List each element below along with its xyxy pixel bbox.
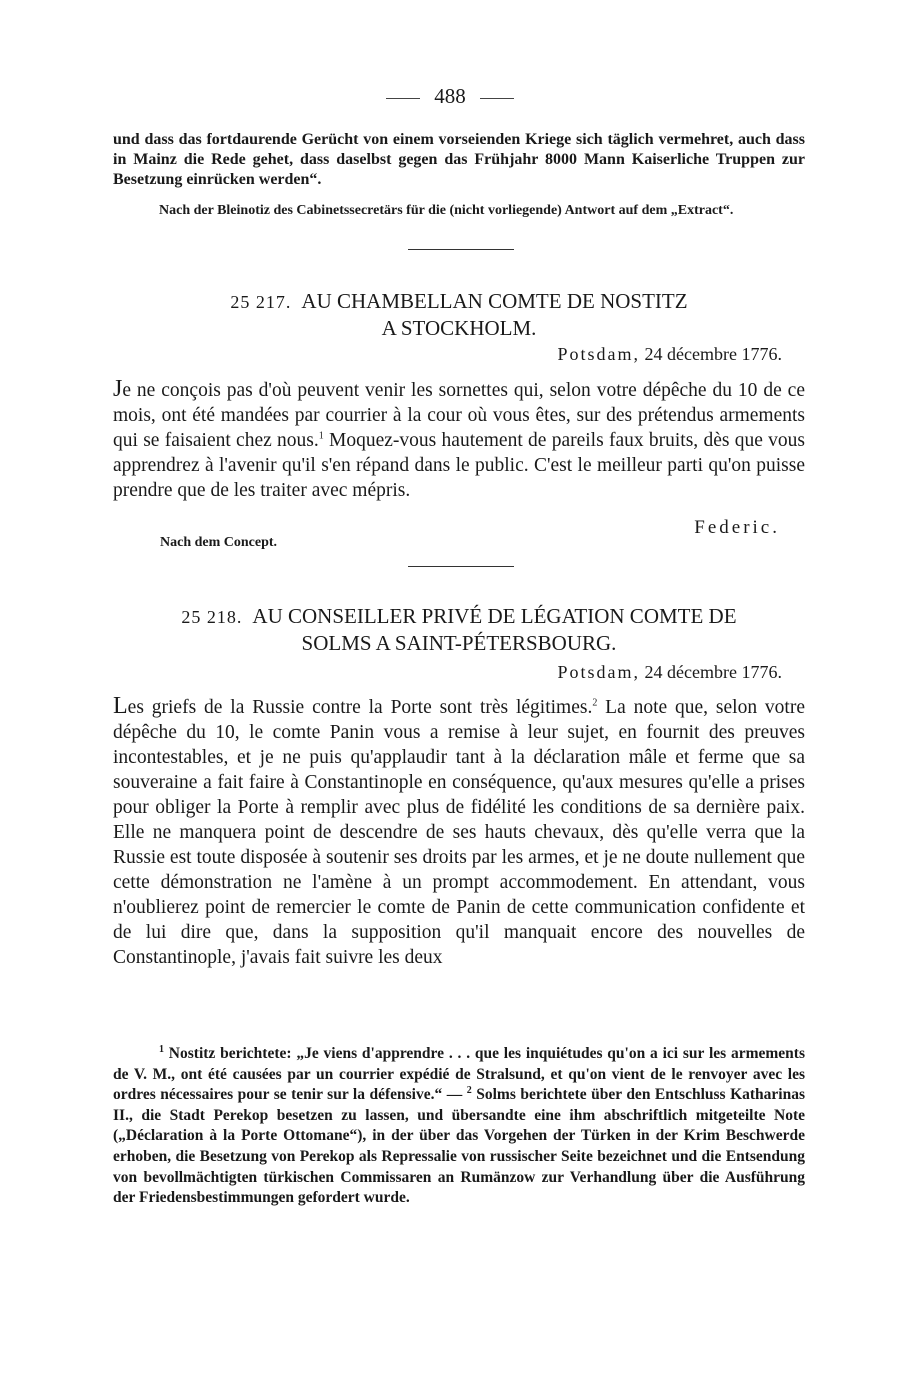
letter2-heading: 25 218. AU CONSEILLER PRIVÉ DE LÉGATION COMTE DE SOLMS A SAINT-PÉTERSBOURG. bbox=[181, 604, 737, 655]
letter2-dateline: Potsdam, 24 décembre 1776. bbox=[557, 662, 782, 682]
letter1-body: Je ne conçois pas d'où peuvent venir les sornettes qui, selon votre dépêche du 10 de ce mois, ont été mandées par courrier à la cour où vous êtes, sur des prétendus armements qui se faisaient chez nous.$^1$ Moquez-vous hautement de pareils faux bruits, dès que vous apprendrez à l'avenir qu'il s'en répand dans le public. C'est le meilleur parti qu'on puisse prendre que de les traiter avec mépris. bbox=[113, 376, 805, 501]
footnote-mark-1: 1 bbox=[159, 1043, 164, 1055]
separator-rule bbox=[408, 566, 514, 567]
letter2-body: Les griefs de la Russie contre la Porte sont très légitimes.$^2$ La note que, selon votre dépêche du 10, le comte Panin vous a remise à leur sujet, en fournit des preuves incontestables, et je ne puis qu'applaudir tant à la déclaration mâle et ferme que sa souveraine a fait faire à Constantinople en conséquence, qu'aux mesures qu'elle a prises pour obliger la Porte à remplir avec plus de fidélité les conditions de sa dernière paix. Elle ne manquera point de descendre de ses hauts chevaux, dès qu'elle verra que la Russie est toute disposée à soutenir ses droits par les armes, et je ne doute nullement que cette démonstration ne l'amène à un prompt accommodement. En attendant, vous n'oublierez point de remercier le comte de Panin de cette communication confidente et de lui dire que, dans la supposition qu'il manquait encore des nouvelles de Constantinople, j'avais fait suivre les deux bbox=[113, 693, 805, 968]
letter1-number: 25 217. bbox=[230, 292, 292, 312]
page-number-dash-left bbox=[386, 98, 420, 99]
letter2-initial: L bbox=[113, 693, 128, 719]
intro-paragraph: und dass das fortdaurende Gerücht von einem vorseienden Kriege sich täglich vermehret, auch dass in Mainz die Rede gehet, dass daselbst gegen das Frühjahr 8000 Mann Kaiserliche Truppen zur Besetzung einrücken werden“. bbox=[113, 131, 805, 188]
letter1-dateline: Potsdam, 24 décembre 1776. bbox=[557, 344, 782, 364]
separator-rule bbox=[408, 249, 514, 250]
page-number-dash-right bbox=[480, 98, 514, 99]
intro-note: Nach der Bleinotiz des Cabinetssecretärs für die (nicht vorliegende) Antwort auf dem „Extract“. bbox=[159, 203, 734, 218]
letter1-signature: Federic. bbox=[694, 517, 780, 538]
footnote-ref-1: 1 bbox=[318, 430, 324, 442]
letter1-source: Nach dem Concept. bbox=[160, 535, 278, 550]
footnotes: $^1$ Nostitz berichtete: „Je viens d'apprendre . . . que les inquiétudes qu'on a ici sur les armements de V. M., ont été causées par un courrier expédié de Stralsund, et qu'on vient de le renvoyer avec les ordres nécessaires pour se tenir sur la défensive.“ — $^2$ Solms berichtete über den Entschluss Katharinas II., die Stadt Perekop besetzen zu lassen, und übersandte eine ihm abschriftlich mitgeteilte Note („Déclaration à la Porte Ottomane“), in der über das Vorgehen der Türken in der Krim Beschwerde erhoben, die Besetzung von Perekop als Repressalie von russischer Seite bezeichnet und die Entsendung von bevollmächtigten türkischen Commissaren an Rumänzow zur Verhandlung über die Ausführung der Friedensbestimmungen gefordert wurde. bbox=[113, 1043, 805, 1207]
footnote-ref-2: 2 bbox=[592, 697, 598, 709]
page-number: 488 bbox=[0, 84, 900, 109]
letter2-number: 25 218. bbox=[181, 607, 243, 627]
footnote-mark-2: 2 bbox=[466, 1085, 472, 1097]
letter1-initial: J bbox=[113, 376, 123, 402]
letter1-heading: 25 217. AU CHAMBELLAN COMTE DE NOSTITZ A STOCKHOLM. bbox=[230, 289, 688, 340]
